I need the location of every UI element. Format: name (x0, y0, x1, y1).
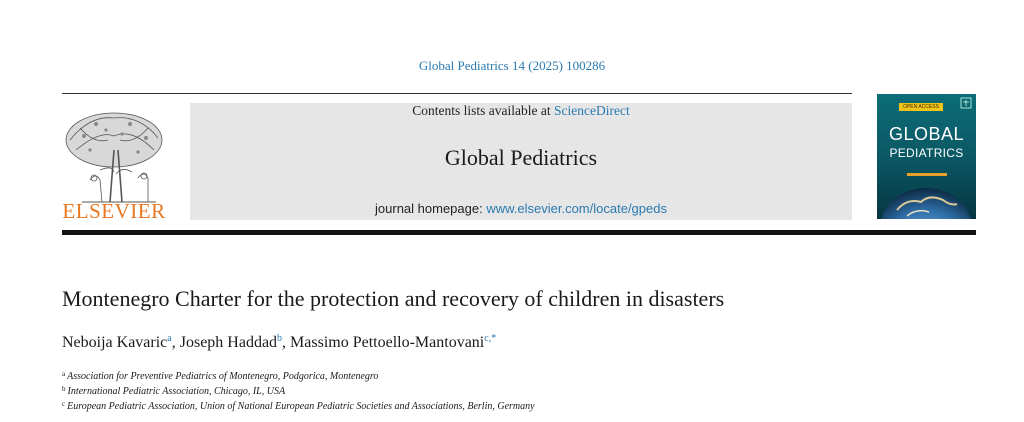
author-affiliation-mark[interactable]: b (277, 333, 283, 344)
homepage-prefix: journal homepage: (375, 201, 487, 216)
header-divider (62, 93, 852, 94)
journal-banner (190, 103, 852, 220)
affiliation (62, 383, 535, 398)
header-thick-rule (62, 230, 976, 235)
sciencedirect-link[interactable]: ScienceDirect (554, 103, 630, 118)
journal-title: Global Pediatrics (444, 145, 598, 170)
cover-publisher-icon (960, 97, 972, 109)
affiliation-list (62, 368, 535, 413)
cover-title-line1: GLOBAL (888, 124, 965, 144)
article-title: Montenegro Charter for the protection and recovery of children in disasters (62, 286, 725, 311)
affiliation-text: Association for Preventive Pediatrics of Montenegro, Podgorica, Montenegro (67, 371, 379, 382)
author-list: Neboija Kavaric$^a$, Joseph Haddad$^b$, Massimo Pettoello-Mantovani$^{c,*}$ (62, 333, 497, 351)
author-name[interactable]: Massimo Pettoello-Mantovani (290, 334, 485, 351)
earth-globe-icon (877, 180, 976, 219)
affiliation (62, 368, 535, 383)
affiliation (62, 398, 535, 413)
affiliation-mark: c (62, 400, 66, 408)
affiliation-mark: a (62, 370, 66, 378)
contents-prefix: Contents lists available at (412, 103, 554, 118)
homepage-line (190, 201, 852, 216)
publisher-name: ELSEVIER (62, 199, 166, 223)
affiliation-mark: b (62, 385, 66, 393)
author-affiliation-mark[interactable]: a (167, 333, 172, 344)
journal-cover (877, 94, 976, 219)
author-name[interactable]: Neboija Kavaric (62, 334, 168, 351)
author-name[interactable]: Joseph Haddad (179, 334, 278, 351)
affiliation-text: European Pediatric Association, Union of National European Pediatric Societies and Associations, Berlin, Germany (67, 401, 535, 412)
affiliation-text: International Pediatric Association, Chicago, IL, USA (67, 386, 286, 397)
journal-citation: Global Pediatrics 14 (2025) 100286 (418, 58, 606, 73)
cover-accent-bar (907, 173, 947, 176)
cover-badge: OPEN ACCESS (899, 103, 943, 111)
author-affiliation-mark[interactable]: c,* (484, 333, 497, 344)
contents-line (190, 103, 852, 119)
journal-homepage-link[interactable]: www.elsevier.com/locate/gpeds (486, 201, 667, 216)
cover-title-line2: PEDIATRICS (889, 146, 964, 160)
